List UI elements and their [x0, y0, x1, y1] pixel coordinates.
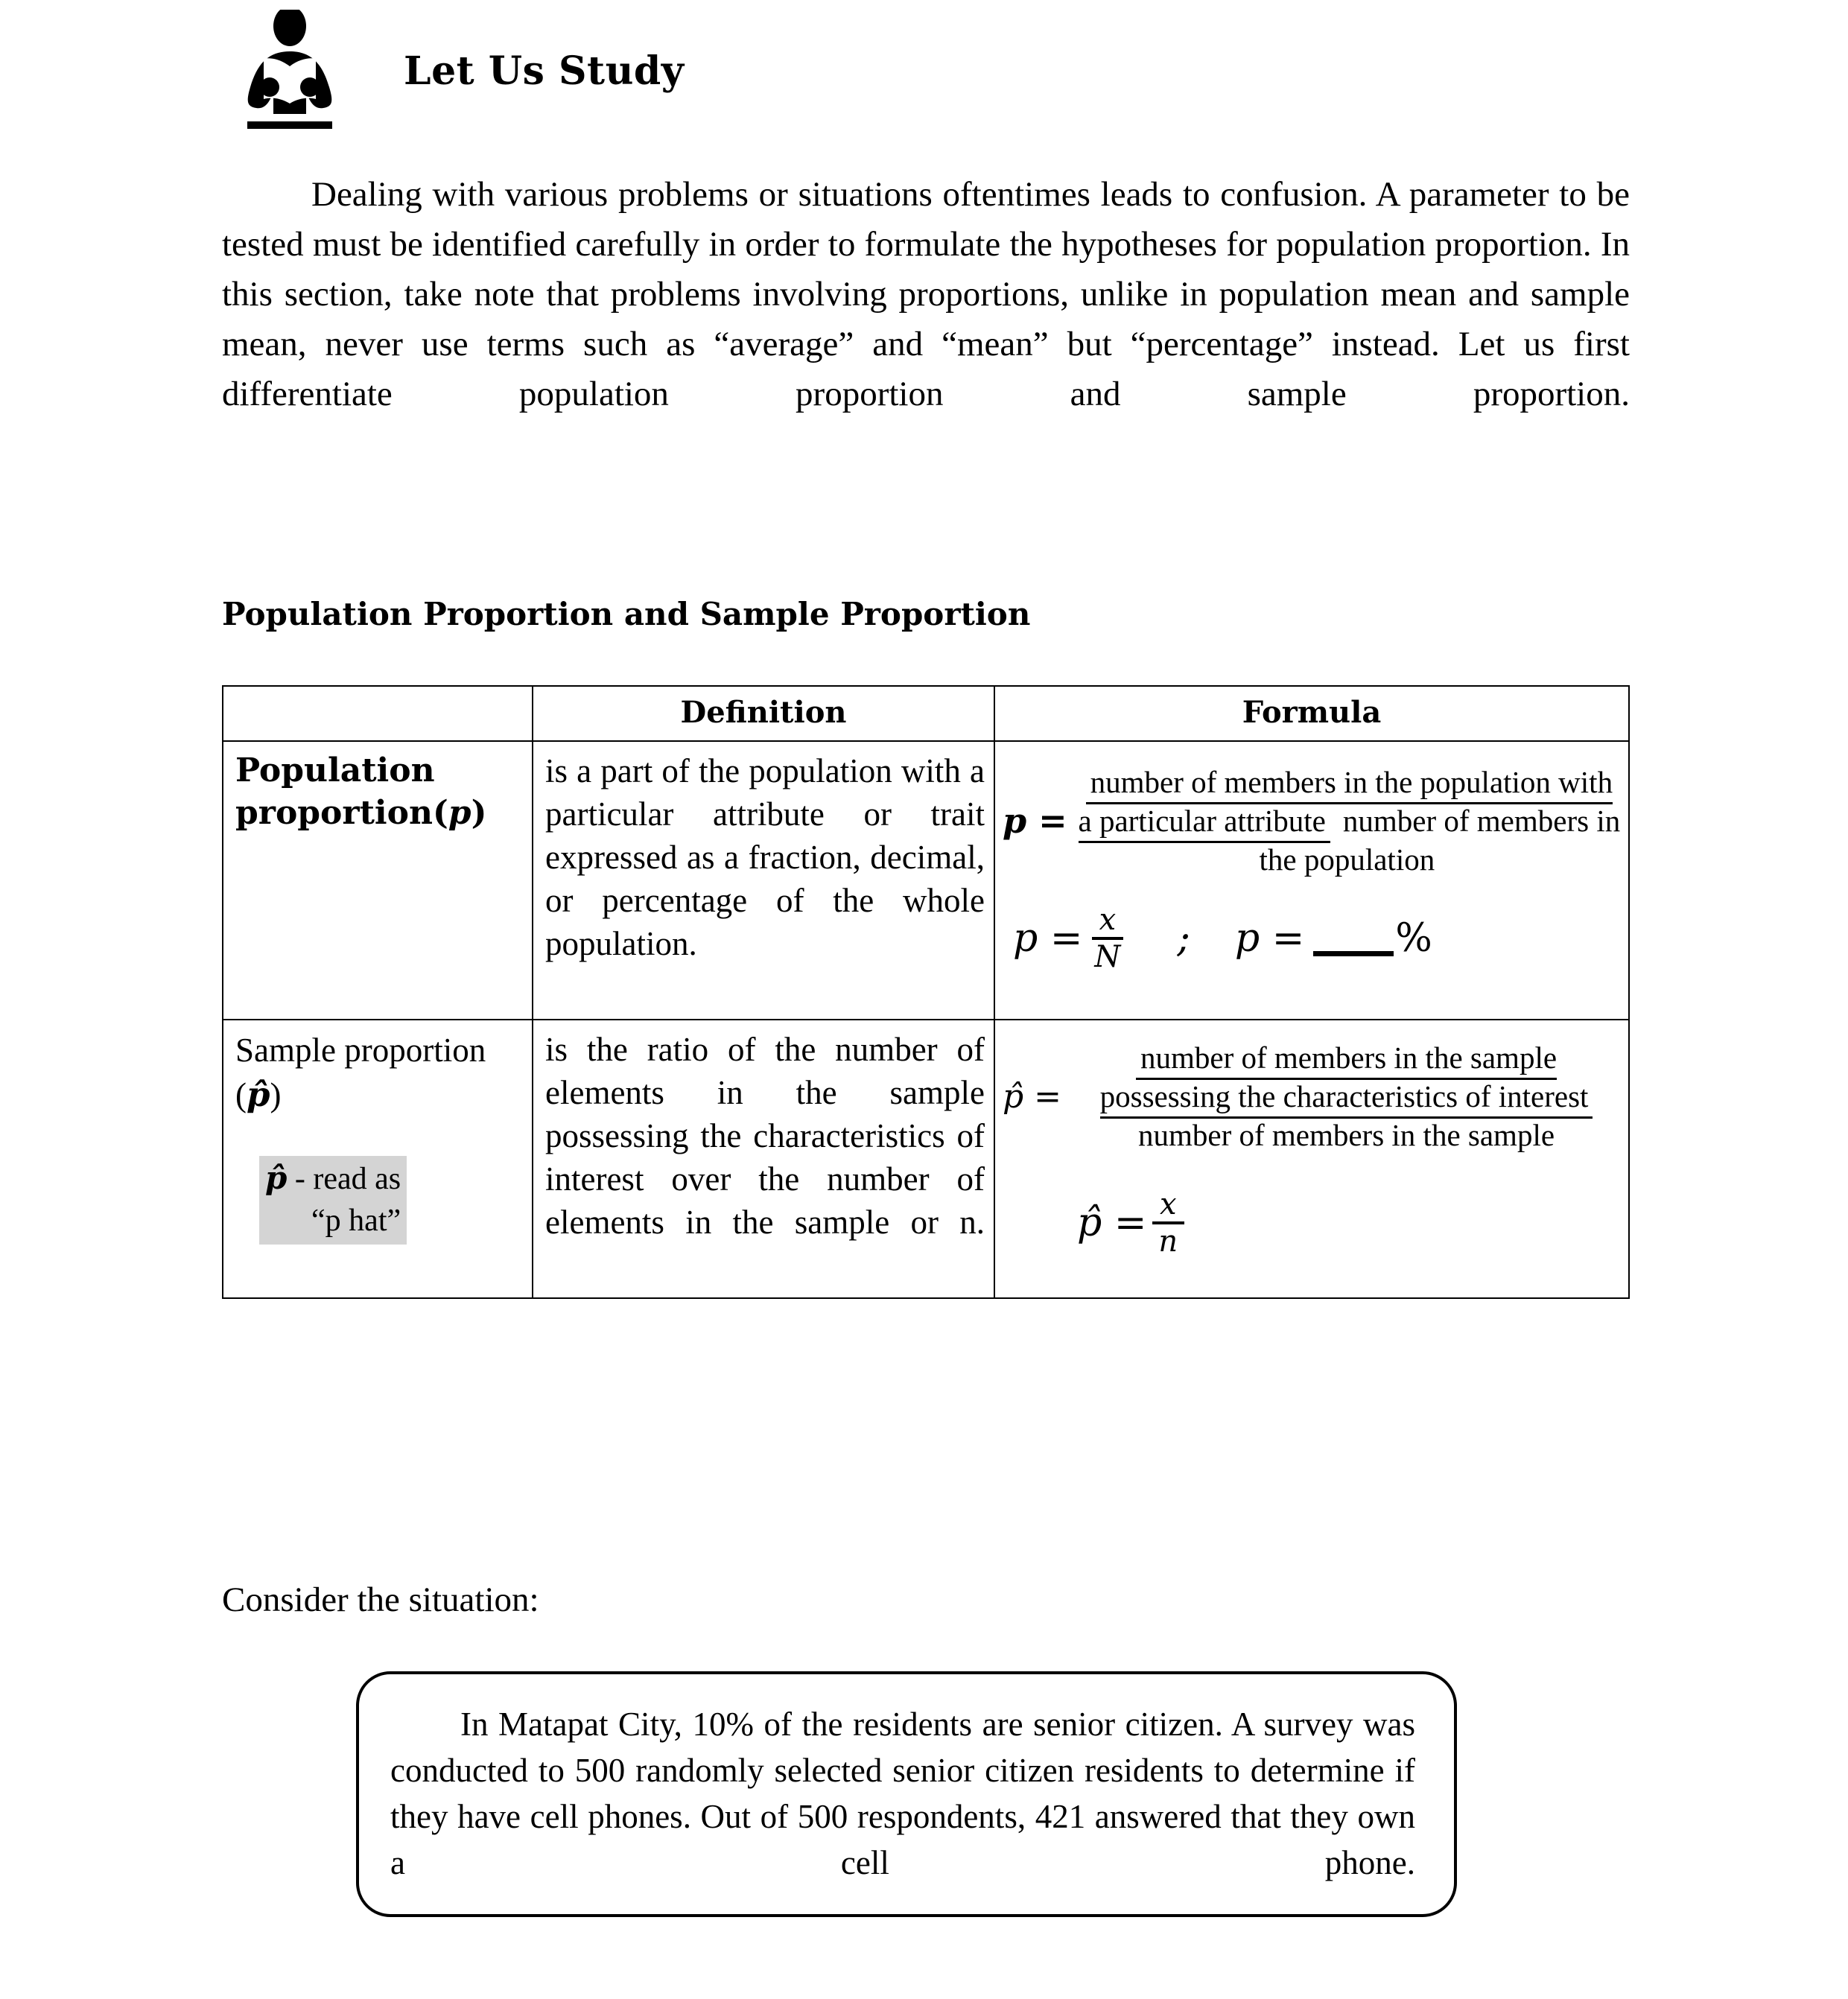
fraction-denominator: number of members in the population [1259, 804, 1621, 877]
fraction-numerator: number of members in the population with a particular attribute [1079, 765, 1613, 843]
row-term-population-proportion [223, 741, 533, 1020]
percent-sign: % [1395, 916, 1432, 961]
term-close-paren: ) [270, 1076, 282, 1113]
section-heading: Population Proportion and Sample Proportion [222, 596, 1031, 632]
table-header-definition: Definition [533, 686, 994, 741]
row-term-sample-proportion [223, 1020, 533, 1298]
inline-separator: ; [1177, 916, 1190, 961]
term-text: Population proportion( [235, 751, 448, 832]
proportion-comparison-table [222, 685, 1630, 1299]
table-row [223, 741, 1629, 1020]
inline-fraction-x-over-n [1151, 1189, 1185, 1257]
person-reading-book-icon [234, 10, 346, 133]
table-header-formula: Formula [994, 686, 1629, 741]
term-label [235, 1028, 523, 1117]
formula-left-side: p̂ = [1003, 1077, 1062, 1116]
inline-denominator: n [1158, 1224, 1178, 1259]
intro-paragraph: Dealing with various problems or situations oftentimes leads to confusion. A parameter to be tested must be identified carefully in order to formulate the hypotheses for population proportion. In this section, take note that problems involving proportions, unlike in population mean and sample mean, never use terms such as “average” and “mean” but “percentage” instead. Let us first differentiate population proportion and sample proportion. [222, 175, 1630, 413]
table-header-row [223, 686, 1629, 741]
p-hat-pronunciation-note [259, 1156, 407, 1245]
table-header-blank [223, 686, 533, 741]
page-title: Let Us Study [404, 48, 685, 94]
fraction-denominator: number of members in the sample [1137, 1118, 1555, 1152]
definition-text: is a part of the population with a particular attribute or trait expressed as a fraction, decimal, or percentage of the whole population. [545, 752, 985, 962]
sample-proportion-inline-formula [1003, 1189, 1621, 1257]
situation-callout-box [356, 1671, 1457, 1917]
inline-lhs: p = [1013, 916, 1083, 961]
row-formula-sample-proportion [994, 1020, 1629, 1298]
sample-proportion-fraction [1003, 1038, 1621, 1154]
definition-text: is the ratio of the number of elements in the sample possessing the characteristics of interest over the number of elements in the sample or n. [545, 1031, 985, 1241]
row-definition-population-proportion [533, 741, 994, 1020]
fill-in-blank [1313, 926, 1394, 956]
row-definition-sample-proportion [533, 1020, 994, 1298]
p-hat-symbol: p̂ [265, 1160, 288, 1196]
inline-numerator: x [1152, 1189, 1184, 1224]
row-formula-population-proportion [994, 741, 1629, 1020]
term-symbol: p̂ [247, 1075, 270, 1114]
inline-denominator: N [1094, 940, 1121, 974]
term-close-paren: ) [471, 794, 487, 832]
term-text: Sample proportion ( [235, 1032, 486, 1113]
section-header [222, 7, 1630, 134]
p-hat-note-line1: - read as [287, 1162, 401, 1196]
inline-fraction-x-over-N [1087, 904, 1128, 973]
population-proportion-inline-formulas [1003, 904, 1621, 973]
fraction-numerator: number of members in the sample possessing the characteristics of interest [1100, 1040, 1593, 1119]
inline-second-lhs: p = [1234, 916, 1305, 961]
fraction [1078, 763, 1621, 879]
p-hat-note-line2: “p hat” [311, 1204, 401, 1238]
fraction [1072, 1038, 1621, 1154]
formula-left-side: p = [1003, 801, 1067, 841]
consider-label: Consider the situation: [222, 1580, 539, 1619]
inline-numerator: x [1092, 904, 1124, 940]
table-row [223, 1020, 1629, 1298]
inline-lhs: p̂ = [1077, 1201, 1147, 1245]
situation-text: In Matapat City, 10% of the residents are senior citizen. A survey was conducted to 500 randomly selected senior citizen residents to determine if they have cell phones. Out of 500 respondents, 421 answered that they own a cell phone. [390, 1706, 1415, 1881]
term-symbol: p [448, 794, 471, 832]
term-label [235, 749, 523, 834]
population-proportion-fraction [1003, 763, 1621, 879]
